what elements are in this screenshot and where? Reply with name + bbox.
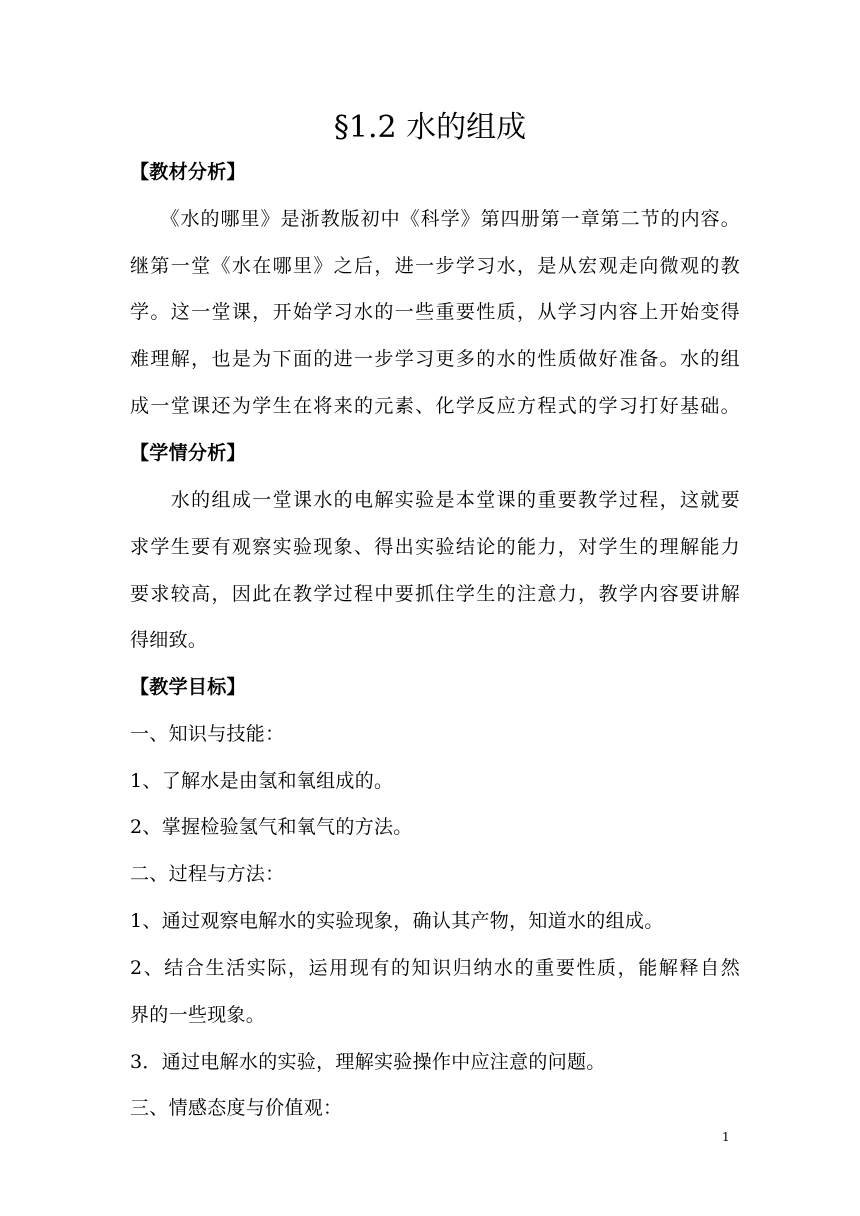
paragraph-line: 《水的哪里》是浙教版初中《科学》第四册第一章第二节的内容。 — [130, 208, 740, 230]
page-number: 1 — [722, 1130, 730, 1144]
list-item: 2、结合生活实际，运用现有的知识归纳水的重要性质，能解释自然 — [130, 957, 740, 979]
paragraph-line: 要求较高，因此在教学过程中要抓住学生的注意力，教学内容要讲解 — [130, 583, 740, 605]
list-item: 3．通过电解水的实验，理解实验操作中应注意的问题。 — [130, 1051, 606, 1073]
paragraph-line: 继第一堂《水在哪里》之后，进一步学习水，是从宏观走向微观的教 — [130, 255, 740, 277]
list-item-continuation: 界的一些现象。 — [130, 1004, 266, 1026]
section-heading-textbook-analysis: 【教材分析】 — [130, 161, 246, 183]
list-item: 1、了解水是由氢和氧组成的。 — [130, 770, 394, 792]
section-heading-teaching-goals: 【教学目标】 — [130, 676, 246, 698]
paragraph-line: 成一堂课还为学生在将来的元素、化学反应方程式的学习打好基础。 — [130, 395, 740, 417]
paragraph-line: 水的组成一堂课水的电解实验是本堂课的重要教学过程，这就要 — [130, 489, 740, 511]
subsection-heading: 二、过程与方法： — [130, 863, 285, 885]
list-item: 1、通过观察电解水的实验现象，确认其产物，知道水的组成。 — [130, 910, 664, 932]
paragraph-line: 难理解，也是为下面的进一步学习更多的水的性质做好准备。水的组 — [130, 348, 740, 370]
paragraph-line: 得细致。 — [130, 629, 208, 651]
paragraph-line: 求学生要有观察实验现象、得出实验结论的能力，对学生的理解能力 — [130, 536, 740, 558]
subsection-heading: 三、情感态度与价值观： — [130, 1097, 343, 1119]
paragraph-line: 学。这一堂课，开始学习水的一些重要性质，从学习内容上开始变得 — [130, 301, 740, 323]
document-title: §1.2 水的组成 — [333, 110, 527, 145]
subsection-heading: 一、知识与技能： — [130, 723, 285, 745]
section-heading-student-analysis: 【学情分析】 — [130, 442, 246, 464]
list-item: 2、掌握检验氢气和氧气的方法。 — [130, 816, 413, 838]
